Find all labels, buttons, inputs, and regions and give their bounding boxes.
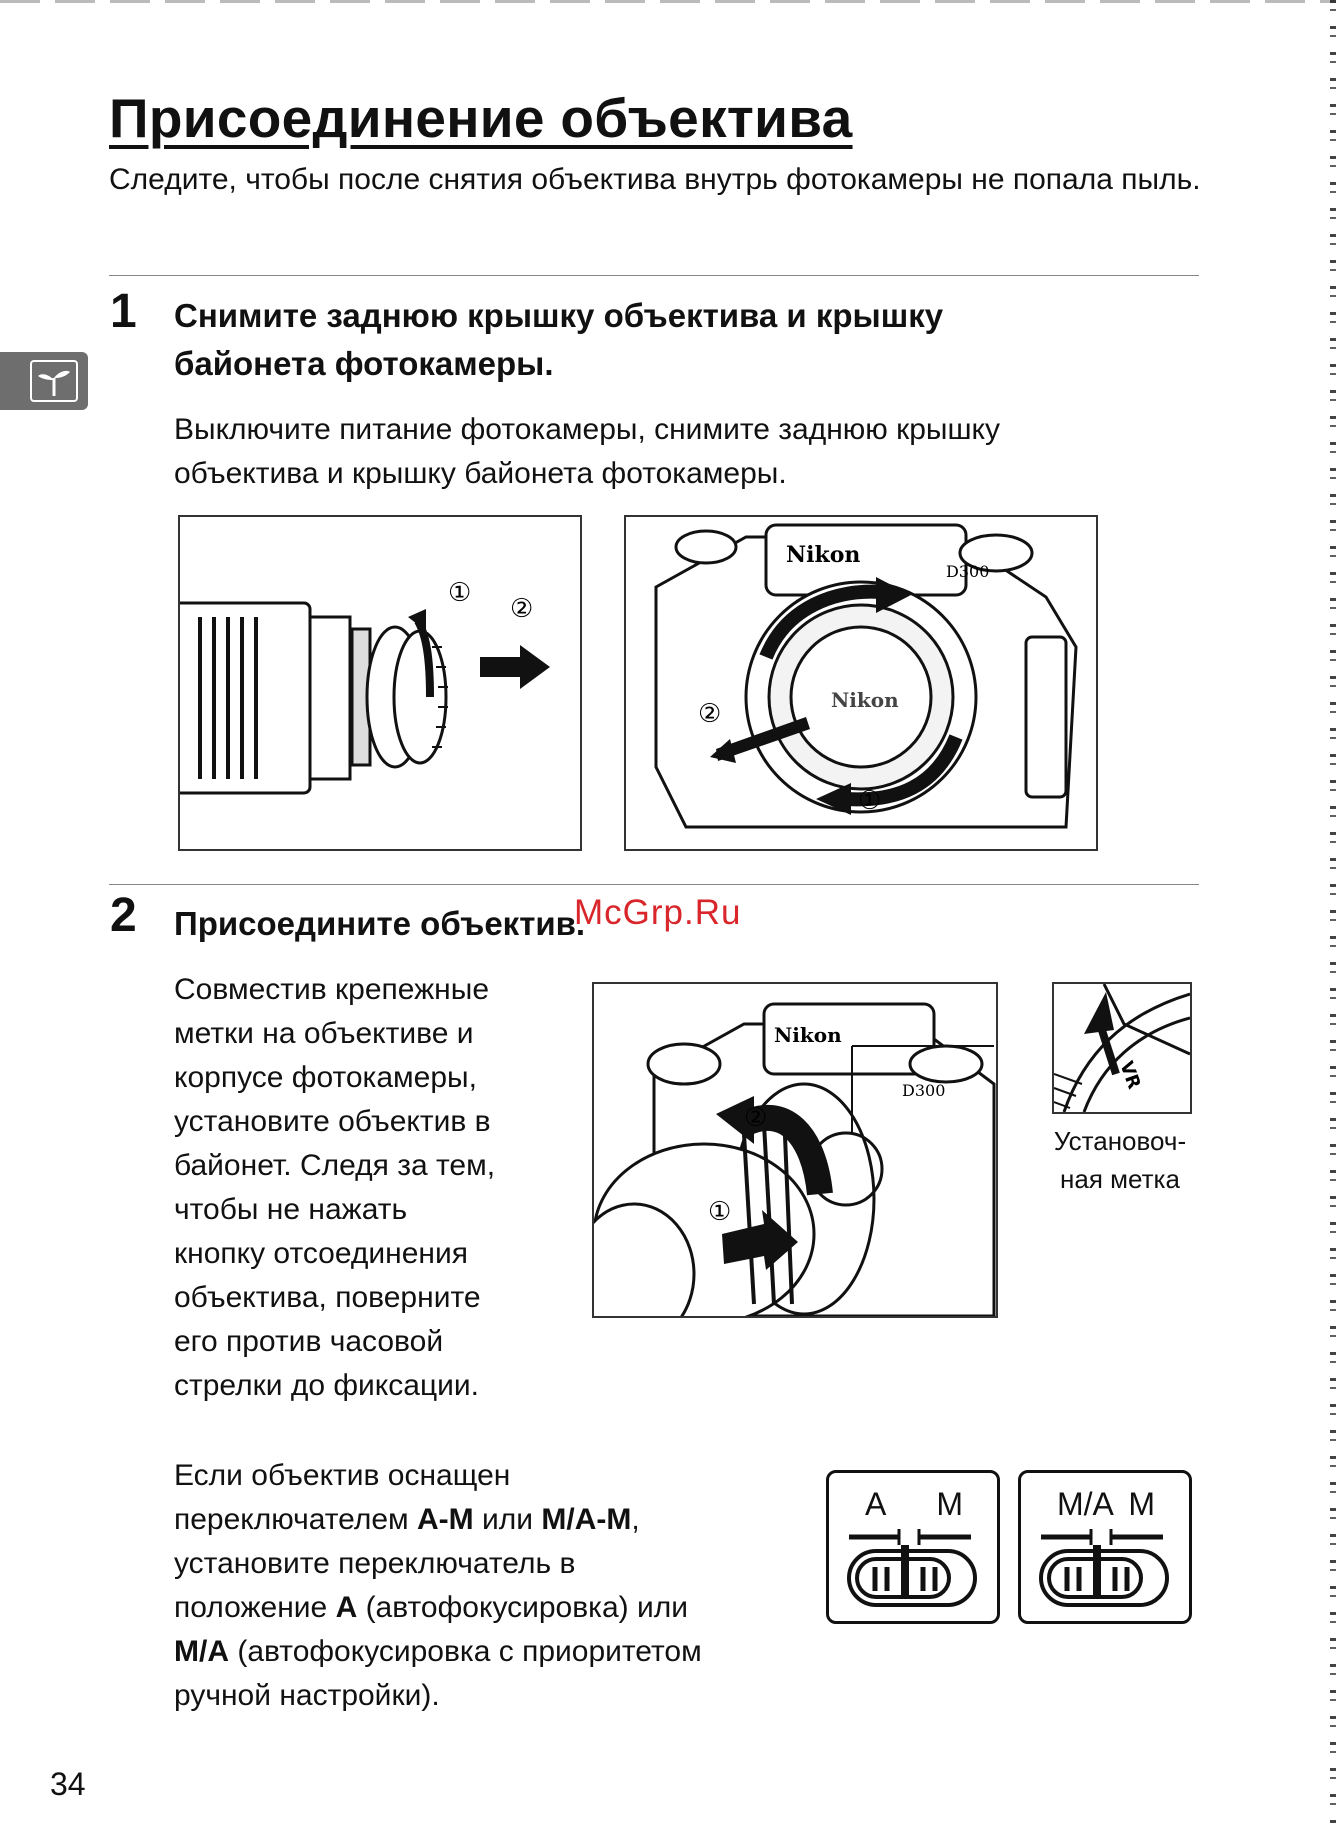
switch-left-label: A bbox=[865, 1486, 887, 1522]
note-line: переключателем A-M или M/A-M, bbox=[174, 1503, 640, 1536]
body-cap-illustration bbox=[624, 515, 1098, 851]
marker-1-label: ① bbox=[858, 786, 882, 816]
step-1-body-line2: объектива и крышку байонета фотокамеры. bbox=[174, 457, 787, 490]
intro-text: Следите, чтобы после снятия объектива внутрь фотокамеры не попала пыль. bbox=[109, 163, 1201, 196]
step-2-body-line: метки на объективе и bbox=[174, 1017, 474, 1050]
step-2-body-line: чтобы не нажать bbox=[174, 1193, 408, 1226]
divider bbox=[109, 275, 1199, 276]
step-2-body-line: байонет. Следя за тем, bbox=[174, 1149, 496, 1182]
cap-text: Nikon bbox=[831, 688, 899, 712]
step-1-title-line1: Снимите заднюю крышку объектива и крышку bbox=[174, 297, 944, 334]
lens-cap-illustration bbox=[178, 515, 582, 851]
switch-slider-icon bbox=[1035, 1523, 1175, 1613]
brand-label: Nikon bbox=[774, 1023, 842, 1047]
note-line: установите переключатель в bbox=[174, 1547, 576, 1580]
model-label: D300 bbox=[946, 562, 990, 581]
section-tab bbox=[0, 352, 88, 410]
step-2-body-line: Совместив крепежные bbox=[174, 973, 489, 1006]
note-line: положение A (автофокусировка) или bbox=[174, 1591, 688, 1624]
watermark: McGrp.Ru bbox=[574, 893, 742, 932]
step-2-body-line: стрелки до фиксации. bbox=[174, 1369, 479, 1402]
marker-2-label: ② bbox=[698, 699, 722, 729]
marker-1-label: ① bbox=[708, 1197, 732, 1227]
mounting-index-label: Установоч- ная метка bbox=[1053, 1126, 1187, 1194]
switch-left-label: M/A bbox=[1057, 1486, 1114, 1522]
note-line: Если объектив оснащен bbox=[174, 1459, 511, 1492]
marker-1-label: ① bbox=[448, 578, 472, 608]
step-1-body-line1: Выключите питание фотокамеры, снимите заднюю крышку bbox=[174, 413, 1000, 446]
step-1-title-line2: байонета фотокамеры. bbox=[174, 345, 554, 382]
step-2-body-line: кнопку отсоединения bbox=[174, 1237, 468, 1270]
page-number: 34 bbox=[50, 1766, 86, 1802]
switch-right-label: M bbox=[936, 1486, 963, 1522]
divider bbox=[109, 884, 1199, 885]
step-2-title: Присоедините объектив. bbox=[174, 905, 586, 942]
step-1-number: 1 bbox=[110, 285, 137, 338]
switch-slider-icon bbox=[843, 1523, 983, 1613]
attach-lens-illustration bbox=[592, 982, 998, 1318]
page-title: Присоединение объектива bbox=[109, 87, 853, 149]
step-2-number: 2 bbox=[110, 889, 137, 942]
scan-edge-right bbox=[1330, 0, 1336, 1824]
vr-label: VR bbox=[1115, 1058, 1145, 1092]
sprout-icon bbox=[30, 360, 78, 402]
marker-2-label: ② bbox=[744, 1103, 768, 1133]
step-2-body-line: объектива, поверните bbox=[174, 1281, 481, 1314]
af-switch-ma-m bbox=[1018, 1470, 1192, 1624]
scan-edge-top bbox=[0, 0, 1336, 3]
note-line: M/A (автофокусировка с приоритетом bbox=[174, 1635, 702, 1668]
model-label: D300 bbox=[902, 1081, 946, 1100]
step-2-body-line: корпусе фотокамеры, bbox=[174, 1061, 477, 1094]
step-2-body-line: его против часовой bbox=[174, 1325, 444, 1358]
brand-label: Nikon bbox=[786, 542, 861, 568]
note-line: ручной настройки). bbox=[174, 1679, 440, 1712]
switch-right-label: M bbox=[1128, 1486, 1155, 1522]
marker-2-label: ② bbox=[510, 594, 534, 624]
af-switch-a-m bbox=[826, 1470, 1000, 1624]
mounting-index-closeup bbox=[1052, 982, 1192, 1114]
step-2-body-line: установите объектив в bbox=[174, 1105, 491, 1138]
